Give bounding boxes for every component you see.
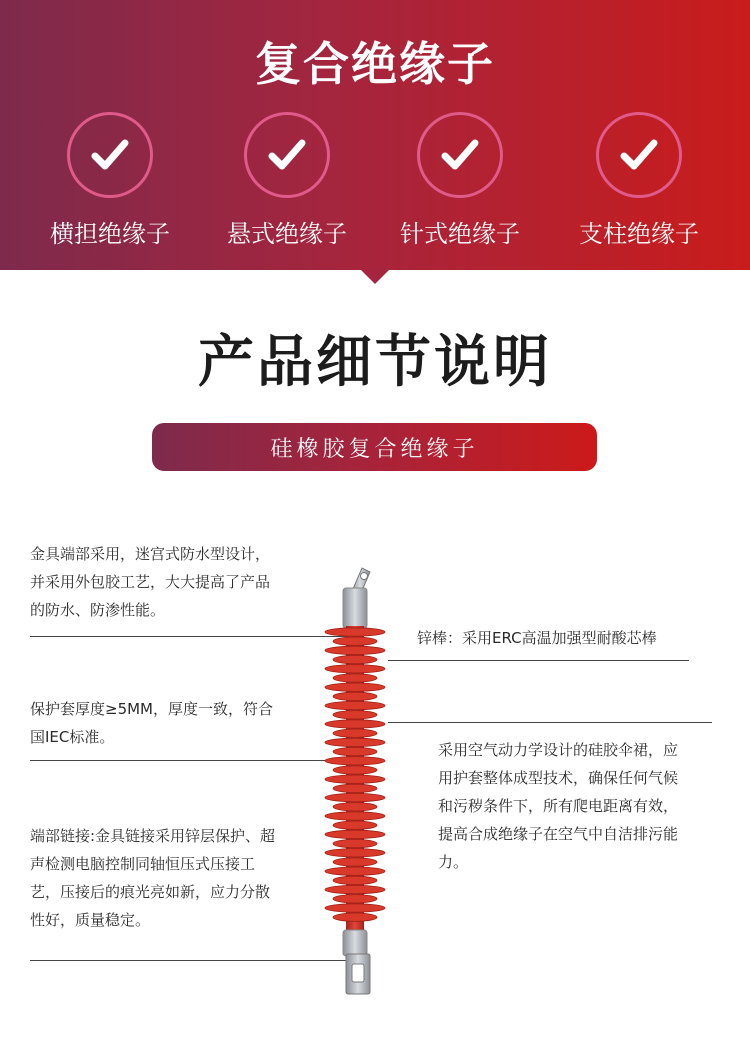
shed — [333, 711, 377, 719]
shed — [325, 904, 385, 912]
shed — [325, 885, 385, 893]
checkmark-icon — [244, 112, 330, 198]
note-line: 金具端部采用，迷宫式防水型设计， — [30, 545, 271, 563]
subtitle-pill — [152, 423, 597, 471]
type-label: 针式绝缘子 — [400, 220, 520, 248]
banner-notch — [359, 268, 391, 284]
note-line: 性好，质量稳定。 — [30, 911, 151, 929]
shed — [325, 793, 385, 801]
checkmark-icon — [596, 112, 682, 198]
insulator-image — [310, 560, 400, 1000]
shed — [333, 766, 377, 774]
shed — [325, 830, 385, 838]
bottom-fitting — [343, 930, 370, 994]
subtitle-text: 硅橡胶复合绝缘子 — [270, 436, 479, 462]
note-line: 锌棒：采用ERC高温加强型耐酸芯棒 — [417, 629, 657, 647]
shed — [325, 757, 385, 765]
note-sheath — [30, 695, 273, 751]
shed — [333, 821, 377, 829]
shed — [325, 775, 385, 783]
type-item-post — [559, 112, 719, 249]
shed — [333, 913, 377, 921]
note-line: 的防水、防渗性能。 — [30, 601, 166, 619]
note-line: 艺，压接后的痕光亮如新，应力分散 — [30, 883, 271, 901]
shed — [333, 692, 377, 700]
shed — [333, 895, 377, 903]
shed — [325, 646, 385, 654]
note-line: 端部链接:金具链接采用锌层保护、超 — [30, 827, 276, 845]
divider-line — [30, 960, 350, 961]
divider-line — [388, 660, 689, 661]
shed — [325, 812, 385, 820]
type-item-pin — [380, 112, 540, 249]
type-item-suspension — [207, 112, 367, 249]
shed — [325, 720, 385, 728]
note-line: 声检测电脑控制同轴恒压式压接工 — [30, 855, 256, 873]
shed — [333, 729, 377, 737]
divider-line — [30, 636, 350, 637]
checkmark-icon — [67, 112, 153, 198]
type-label: 悬式绝缘子 — [227, 220, 347, 248]
shed — [333, 803, 377, 811]
note-line: 力。 — [438, 853, 469, 871]
checkmark-icon — [417, 112, 503, 198]
shed — [325, 738, 385, 746]
shed — [325, 665, 385, 673]
type-label: 支柱绝缘子 — [579, 220, 699, 248]
shed — [333, 839, 377, 847]
section-title: 产品细节说明 — [198, 330, 552, 395]
banner-title: 复合绝缘子 — [255, 37, 495, 91]
note-line: 提高合成绝缘子在空气中自洁排污能 — [438, 825, 679, 843]
shed — [333, 674, 377, 682]
shed — [333, 637, 377, 645]
shed — [333, 876, 377, 884]
shed — [325, 867, 385, 875]
note-line: 采用空气动力学设计的硅胶伞裙，应 — [438, 741, 679, 759]
note-line: 并采用外包胶工艺，大大提高了产品 — [30, 573, 271, 591]
shed — [333, 655, 377, 663]
type-label: 横担绝缘子 — [50, 220, 170, 248]
shed — [325, 849, 385, 857]
note-end-fitting — [30, 540, 270, 624]
note-line: 国IEC标准。 — [30, 728, 115, 746]
shed — [333, 784, 377, 792]
top-fitting — [343, 568, 370, 628]
note-end-connection — [30, 822, 275, 934]
shed — [325, 628, 385, 636]
type-item-crossarm — [30, 112, 190, 249]
note-sheds — [438, 736, 678, 876]
shed — [333, 747, 377, 755]
note-line: 和污秽条件下，所有爬电距离有效， — [438, 797, 679, 815]
sheds — [325, 628, 385, 922]
shed — [325, 701, 385, 709]
shed — [333, 858, 377, 866]
divider-line — [30, 760, 350, 761]
note-line: 用护套整体成型技术，确保任何气候 — [438, 769, 679, 787]
note-line: 保护套厚度≥5MM，厚度一致，符合 — [30, 700, 273, 718]
note-core-rod — [417, 624, 657, 652]
divider-line — [388, 722, 712, 723]
shed — [325, 683, 385, 691]
